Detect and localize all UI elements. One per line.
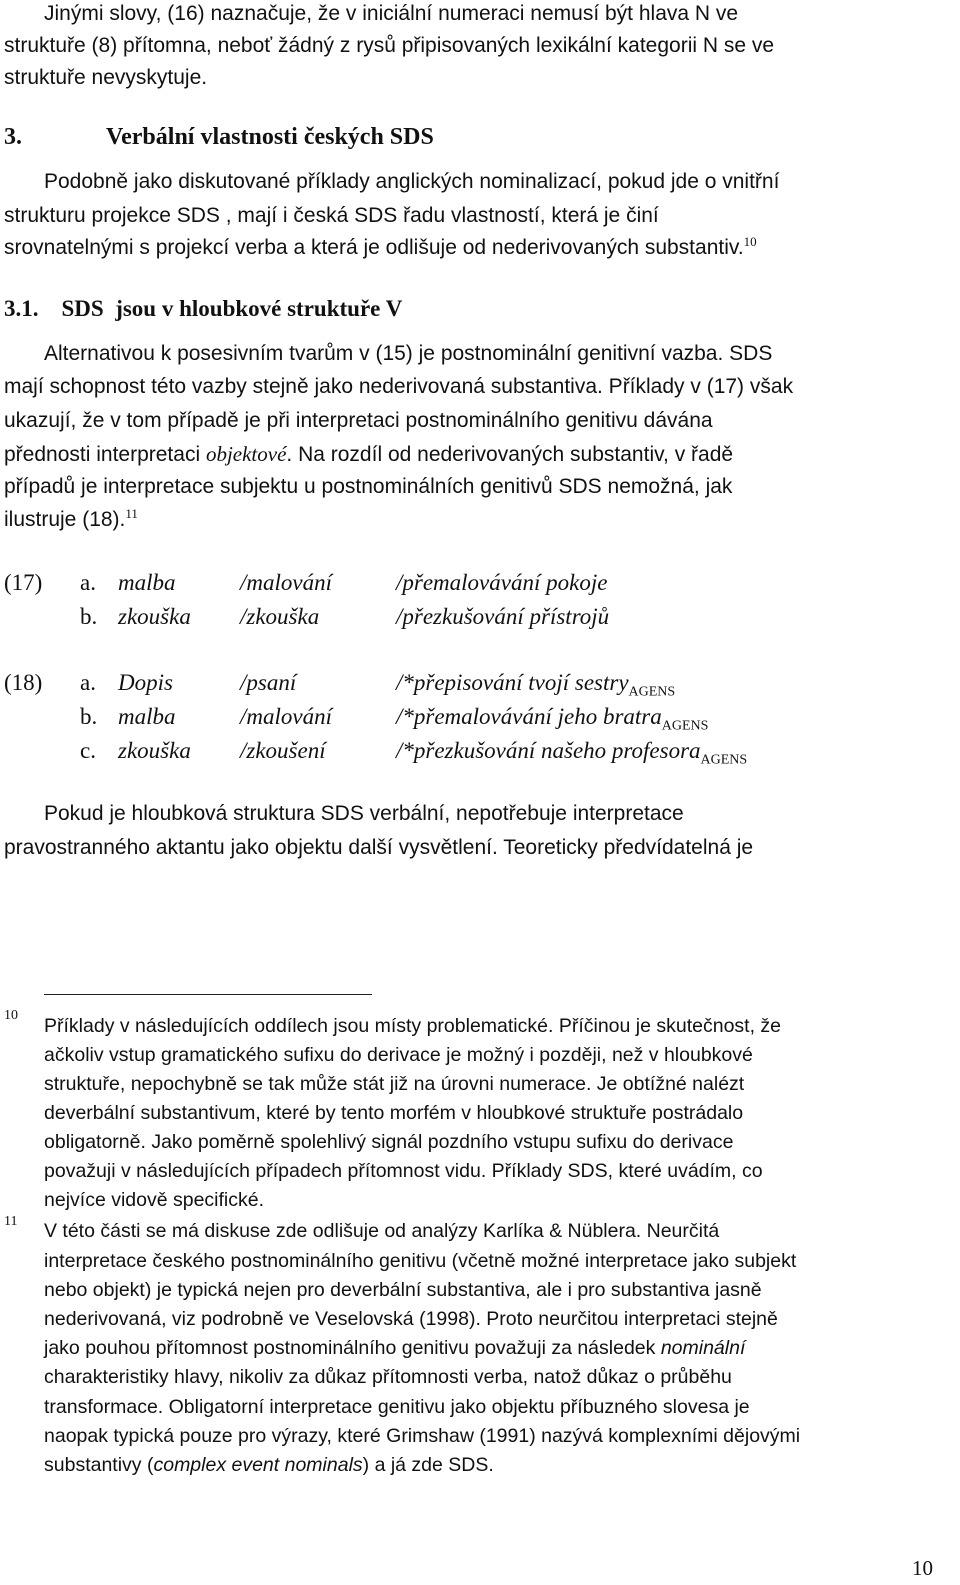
section-3-line-2: strukturu projekce SDS , mají i česká SDS řadu vlastností, která je činí [4, 204, 659, 227]
footnote-10-line-3: struktuře, nepochybně se tak může stát již na úrovni numerace. Je obtížné nalézt [44, 1073, 745, 1095]
footnote-11-line-3: nebo objekt) je typická nejen pro deverbální substantiva, ale i pro substantiva jasně [44, 1279, 762, 1301]
section-3-1-line-4 [4, 442, 733, 467]
example-18-a-letter: a. [80, 670, 96, 695]
example-17-a-word-3: /přemalovávání pokoje [396, 570, 608, 595]
footnote-11-line-4: nederivovaná, viz podrobně ve Veselovská (1998). Proto neurčitou interpretaci stejně [44, 1308, 778, 1330]
example-18-c-letter: c. [80, 738, 96, 763]
top-paragraph-line-1: Jinými slovy, (16) naznačuje, že v iniciální numeraci nemusí být hlava N ve [44, 2, 739, 25]
top-paragraph-line-2: struktuře (8) přítomna, neboť žádný z rysů připisovaných lexikální kategorii N se ve [4, 34, 775, 57]
line-4-post: . Na rozdíl od nederivovaných substantiv, v řadě [286, 443, 734, 466]
example-17-b-word-1: zkouška [118, 604, 191, 629]
agens-subscript: AGENS [700, 752, 748, 768]
footnote-10-line-6: považuji v následujících případech přítomnost vidu. Příklady SDS, které uvádím, co [44, 1160, 763, 1182]
footnote-10-line-5: obligatorně. Jako poměrně spolehlivý signál pozdního vstupu sufixu do derivace [44, 1131, 734, 1153]
footnote-10-line-4: deverbální substantivum, které by tento morfém v hloubkové struktuře postrádalo [44, 1102, 744, 1124]
top-paragraph-line-3: struktuře nevyskytuje. [4, 66, 208, 89]
fn11-line-9-post: ) a já zde SDS. [362, 1454, 494, 1476]
section-3-line-3-text: srovnatelnými s projekcí verba a která je odlišuje od nederivovaných substantiv. [4, 236, 744, 259]
agens-subscript: AGENS [661, 718, 709, 734]
fn11-line-5-italic: nominální [660, 1337, 746, 1359]
section-3-1-line-5: případů je interpretace subjektu u postnominálních genitivů SDS nemožná, jak [4, 475, 733, 498]
section-3-1-line-1: Alternativou k posesivním tvarům v (15) je postnominální genitivní vazba. SDS [44, 342, 773, 365]
footnote-11-line-5 [44, 1337, 745, 1360]
line-4-italic: objektové [205, 442, 287, 466]
closing-line-2: pravostranného aktantu jako objektu další vysvětlení. Teoreticky předvídatelná je [4, 836, 754, 859]
section-3-title: Verbální vlastnosti českých SDS [106, 124, 434, 150]
example-18-a-word-1: Dopis [118, 670, 173, 695]
footnote-ref-11[interactable]: 11 [125, 506, 138, 521]
footnote-separator [44, 994, 372, 995]
fn11-line-9-italic: complex event nominals [153, 1454, 363, 1476]
closing-line-1: Pokud je hloubková struktura SDS verbální, nepotřebuje interpretace [44, 802, 684, 825]
footnote-10-line-2: ačkoliv vstup gramatického sufixu do derivace je možný i později, než v hloubkové [44, 1044, 753, 1066]
fn11-line-5-pre: jako pouhou přítomnost postnominálního genitivu považuji za následek [44, 1337, 661, 1359]
example-18-c-phrase: /*přezkušování našeho profesora [396, 738, 701, 763]
footnote-11-line-1: V této části se má diskuse zde odlišuje od analýzy Karlíka & Nüblera. Neurčitá [44, 1220, 720, 1242]
example-17-label: (17) [4, 570, 43, 595]
footnote-11-line-2: interpretace českého postnominálního genitivu (včetně možné interpretace jako subjekt [44, 1250, 797, 1272]
footnote-11-line-7: transformace. Obligatorní interpretace genitivu jako objektu příbuzného slovesa je [44, 1396, 750, 1418]
section-3-line-1: Podobně jako diskutované příklady anglických nominalizací, pokud jde o vnitřní [44, 170, 780, 193]
example-17-b-word-2: /zkouška [240, 604, 320, 629]
example-18-b-word-2: /malování [240, 704, 332, 729]
example-17-a-word-1: malba [118, 570, 176, 595]
footnote-10-line-1: Příklady v následujících oddílech jsou místy problematické. Příčinou je skutečnost, že [44, 1015, 782, 1037]
page-number: 10 [912, 1556, 933, 1580]
example-18-b-word-1: malba [118, 704, 176, 729]
line-6-text: ilustruje (18). [4, 508, 126, 531]
example-18-b-word-3 [396, 704, 709, 734]
example-18-b-letter: b. [80, 704, 98, 729]
footnote-11-line-6: charakteristiky hlavy, nikoliv za důkaz přítomnosti verba, natož důkaz o průběhu [44, 1366, 732, 1388]
section-3-line-3 [4, 236, 757, 260]
footnote-11-number: 11 [4, 1214, 18, 1229]
example-18-a-phrase: /*přepisování tvojí sestry [396, 670, 629, 695]
section-3-1-line-2: mají schopnost této vazby stejně jako nederivovaná substantiva. Příklady v (17) však [4, 375, 794, 398]
example-18-a-word-2: /psaní [240, 670, 297, 695]
footnote-ref-10[interactable]: 10 [743, 234, 757, 249]
section-3-number: 3. [4, 124, 22, 150]
example-18-c-word-3 [396, 738, 748, 768]
example-18-c-word-1: zkouška [118, 738, 191, 763]
footnote-11-line-9 [44, 1454, 494, 1477]
example-18-a-word-3 [396, 670, 676, 700]
example-18-b-phrase: /*přemalovávání jeho bratra [396, 704, 662, 729]
fn11-line-9-pre: substantivy ( [44, 1454, 154, 1476]
example-17-a-letter: a. [80, 570, 96, 595]
example-18-c-word-2: /zkoušení [240, 738, 326, 763]
agens-subscript: AGENS [628, 684, 676, 700]
section-3-1-heading: 3.1. SDS jsou v hloubkové struktuře V [4, 296, 403, 321]
line-4-pre: přednosti interpretaci [4, 443, 206, 466]
section-3-1-line-3: ukazují, že v tom případě je při interpretaci postnominálního genitivu dávána [4, 409, 713, 432]
footnote-10-line-7: nejvíce vidově specifické. [44, 1189, 265, 1211]
example-18-label: (18) [4, 670, 43, 695]
example-17-b-letter: b. [80, 604, 98, 629]
footnote-11-line-8: naopak typická pouze pro výrazy, které Grimshaw (1991) nazývá komplexními dějovými [44, 1425, 801, 1447]
section-3-1-line-6 [4, 508, 138, 532]
example-17-a-word-2: /malování [240, 570, 332, 595]
footnote-10-number: 10 [4, 1008, 18, 1023]
example-17-b-word-3: /přezkušování přístrojů [396, 604, 610, 629]
